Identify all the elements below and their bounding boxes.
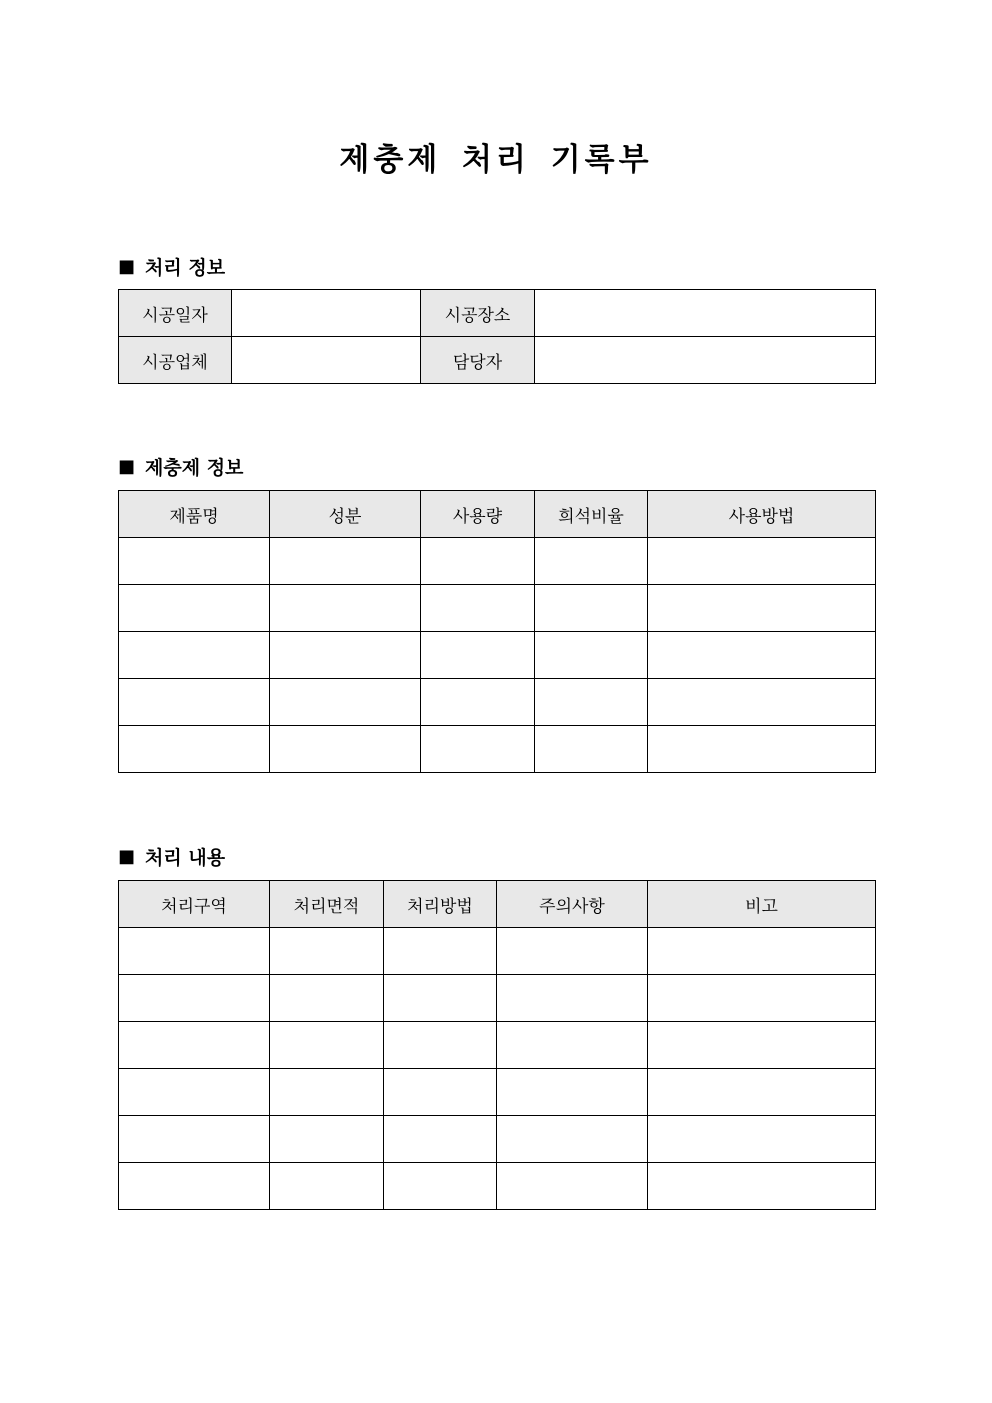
table-cell[interactable] bbox=[497, 1163, 648, 1210]
table-cell[interactable] bbox=[497, 1069, 648, 1116]
table-row bbox=[119, 632, 876, 679]
column-header: 주의사항 bbox=[497, 881, 648, 928]
table-row bbox=[119, 1022, 876, 1069]
table-cell[interactable] bbox=[535, 726, 648, 773]
table-cell[interactable] bbox=[648, 1116, 876, 1163]
table-cell[interactable] bbox=[497, 1116, 648, 1163]
square-bullet-icon: ■ bbox=[118, 846, 136, 867]
column-header: 처리면적 bbox=[270, 881, 384, 928]
section-heading-label: 제충제 정보 bbox=[145, 457, 244, 479]
table-cell[interactable] bbox=[270, 726, 421, 773]
table-header-row bbox=[119, 881, 876, 928]
table-cell[interactable] bbox=[648, 679, 876, 726]
table-cell[interactable] bbox=[119, 679, 270, 726]
table-cell[interactable] bbox=[384, 975, 497, 1022]
construction-place-field[interactable] bbox=[535, 290, 876, 337]
label-cell: 시공일자 bbox=[119, 290, 232, 337]
square-bullet-icon: ■ bbox=[118, 256, 136, 277]
table-cell[interactable] bbox=[648, 1163, 876, 1210]
section-heading-label: 처리 내용 bbox=[145, 847, 226, 869]
table-cell[interactable] bbox=[119, 1069, 270, 1116]
table-cell[interactable] bbox=[119, 1116, 270, 1163]
label-cell: 담당자 bbox=[421, 337, 535, 384]
table-row bbox=[119, 1116, 876, 1163]
table-row bbox=[119, 928, 876, 975]
square-bullet-icon: ■ bbox=[118, 456, 136, 477]
table-cell[interactable] bbox=[648, 726, 876, 773]
table-cell[interactable] bbox=[648, 928, 876, 975]
section-heading-product bbox=[118, 453, 243, 480]
column-header: 비고 bbox=[648, 881, 876, 928]
table-row bbox=[119, 679, 876, 726]
table-cell[interactable] bbox=[421, 679, 535, 726]
table-cell[interactable] bbox=[497, 928, 648, 975]
column-header: 제품명 bbox=[119, 491, 270, 538]
table-cell[interactable] bbox=[270, 679, 421, 726]
label-cell: 시공업체 bbox=[119, 337, 232, 384]
table-cell[interactable] bbox=[384, 1022, 497, 1069]
table-cell[interactable] bbox=[270, 585, 421, 632]
table-cell[interactable] bbox=[119, 585, 270, 632]
column-header: 사용방법 bbox=[648, 491, 876, 538]
column-header: 사용량 bbox=[421, 491, 535, 538]
table-cell[interactable] bbox=[648, 1069, 876, 1116]
table-row bbox=[119, 726, 876, 773]
table-cell[interactable] bbox=[270, 632, 421, 679]
column-header: 처리구역 bbox=[119, 881, 270, 928]
label-cell: 시공장소 bbox=[421, 290, 535, 337]
table-cell[interactable] bbox=[648, 585, 876, 632]
table-cell[interactable] bbox=[270, 1163, 384, 1210]
content-table bbox=[118, 880, 876, 1210]
table-row bbox=[119, 337, 876, 384]
column-header: 희석비율 bbox=[535, 491, 648, 538]
table-cell[interactable] bbox=[270, 1022, 384, 1069]
table-cell[interactable] bbox=[535, 585, 648, 632]
table-cell[interactable] bbox=[384, 1069, 497, 1116]
table-cell[interactable] bbox=[535, 679, 648, 726]
table-cell[interactable] bbox=[270, 928, 384, 975]
person-in-charge-field[interactable] bbox=[535, 337, 876, 384]
table-cell[interactable] bbox=[421, 632, 535, 679]
page-title: 제충제 처리 기록부 bbox=[339, 142, 653, 178]
table-cell[interactable] bbox=[384, 1116, 497, 1163]
construction-date-field[interactable] bbox=[232, 290, 421, 337]
table-cell[interactable] bbox=[648, 538, 876, 585]
table-cell[interactable] bbox=[648, 632, 876, 679]
table-cell[interactable] bbox=[119, 538, 270, 585]
table-cell[interactable] bbox=[535, 632, 648, 679]
section-heading-info bbox=[118, 253, 225, 280]
table-row bbox=[119, 975, 876, 1022]
table-cell[interactable] bbox=[648, 975, 876, 1022]
table-cell[interactable] bbox=[270, 975, 384, 1022]
table-cell[interactable] bbox=[119, 632, 270, 679]
table-cell[interactable] bbox=[119, 1022, 270, 1069]
table-cell[interactable] bbox=[119, 1163, 270, 1210]
table-cell[interactable] bbox=[270, 1069, 384, 1116]
section-heading-content bbox=[118, 843, 225, 870]
table-cell[interactable] bbox=[119, 975, 270, 1022]
table-row bbox=[119, 1069, 876, 1116]
section-heading-label: 처리 정보 bbox=[145, 257, 226, 279]
table-row bbox=[119, 290, 876, 337]
table-cell[interactable] bbox=[384, 1163, 497, 1210]
table-cell[interactable] bbox=[384, 928, 497, 975]
table-cell[interactable] bbox=[421, 726, 535, 773]
table-header-row bbox=[119, 491, 876, 538]
table-cell[interactable] bbox=[535, 538, 648, 585]
info-table bbox=[118, 289, 876, 384]
table-cell[interactable] bbox=[421, 538, 535, 585]
table-cell[interactable] bbox=[270, 538, 421, 585]
contractor-field[interactable] bbox=[232, 337, 421, 384]
table-cell[interactable] bbox=[648, 1022, 876, 1069]
table-cell[interactable] bbox=[270, 1116, 384, 1163]
column-header: 성분 bbox=[270, 491, 421, 538]
column-header: 처리방법 bbox=[384, 881, 497, 928]
table-cell[interactable] bbox=[119, 726, 270, 773]
table-row bbox=[119, 1163, 876, 1210]
table-cell[interactable] bbox=[421, 585, 535, 632]
table-row bbox=[119, 585, 876, 632]
table-cell[interactable] bbox=[497, 1022, 648, 1069]
table-row bbox=[119, 538, 876, 585]
product-table bbox=[118, 490, 876, 773]
table-cell[interactable] bbox=[119, 928, 270, 975]
table-cell[interactable] bbox=[497, 975, 648, 1022]
